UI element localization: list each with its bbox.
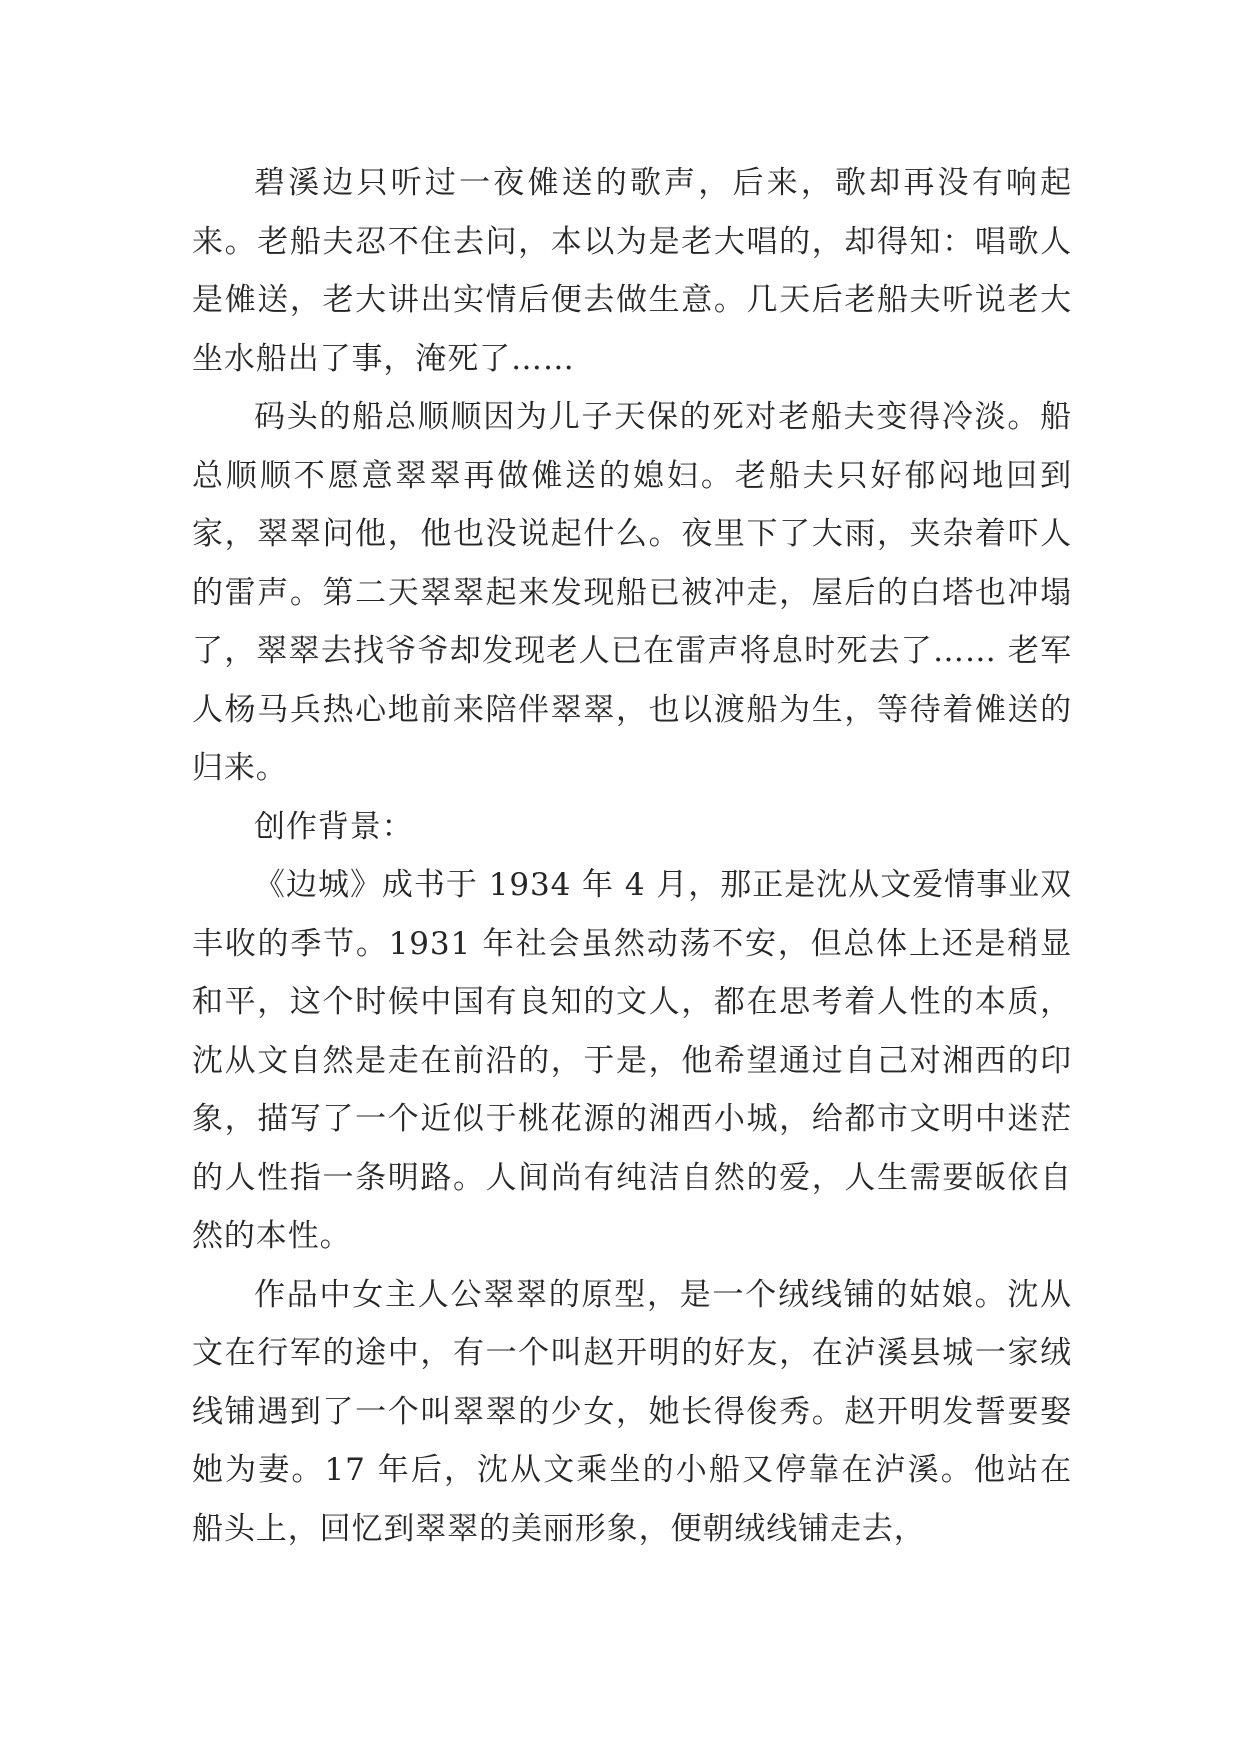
- paragraph-grandfather-death: 码头的船总顺顺因为儿子天保的死对老船夫变得冷淡。船总顺顺不愿意翠翠再做傩送的媳妇。老船夫只好郁闷地回到家，翠翠问他，他也没说起什么。夜里下了大雨，夹杂着吓人的雷声。第二天翠翠起来发现船已被冲走，屋后的白塔也冲塌了，翠翠去找爷爷却发现老人已在雷声将息时死去了…… 老军人杨马兵热心地前来陪伴翠翠，也以渡船为生，等待着傩送的归来。: [192, 399, 1072, 786]
- section-heading-background: 创作背景：: [254, 808, 414, 845]
- paragraph-creation-background: 《边城》成书于 1934 年 4 月，那正是沈从文爱情事业双丰收的季节。1931 年社会虽然动荡不安，但总体上还是稍显和平，这个时候中国有良知的文人，都在思考着人性的本质，沈从文自然是走在前沿的，于是，他希望通过自己对湘西的印象，描写了一个近似于桃花源的湘西小城，给都市文明中迷茫的人性指一条明路。人间尚有纯洁自然的爱，人生需要皈依自然的本性。: [192, 867, 1072, 1254]
- document-body: [192, 154, 1072, 1558]
- paragraph-cuicui-prototype: 作品中女主人公翠翠的原型，是一个绒线铺的姑娘。沈从文在行军的途中，有一个叫赵开明的好友，在泸溪县城一家绒线铺遇到了一个叫翠翠的少女，她长得俊秀。赵开明发誓要娶她为妻。17 年后，沈从文乘坐的小船又停靠在泸溪。他站在船头上，回忆到翠翠的美丽形象，便朝绒线铺走去，: [192, 1276, 1072, 1547]
- paragraph-ending-of-nuosong-song: 碧溪边只听过一夜傩送的歌声，后来，歌却再没有响起来。老船夫忍不住去问，本以为是老大唱的，却得知：唱歌人是傩送，老大讲出实情后便去做生意。几天后老船夫听说老大坐水船出了事，淹死了……: [192, 165, 1072, 377]
